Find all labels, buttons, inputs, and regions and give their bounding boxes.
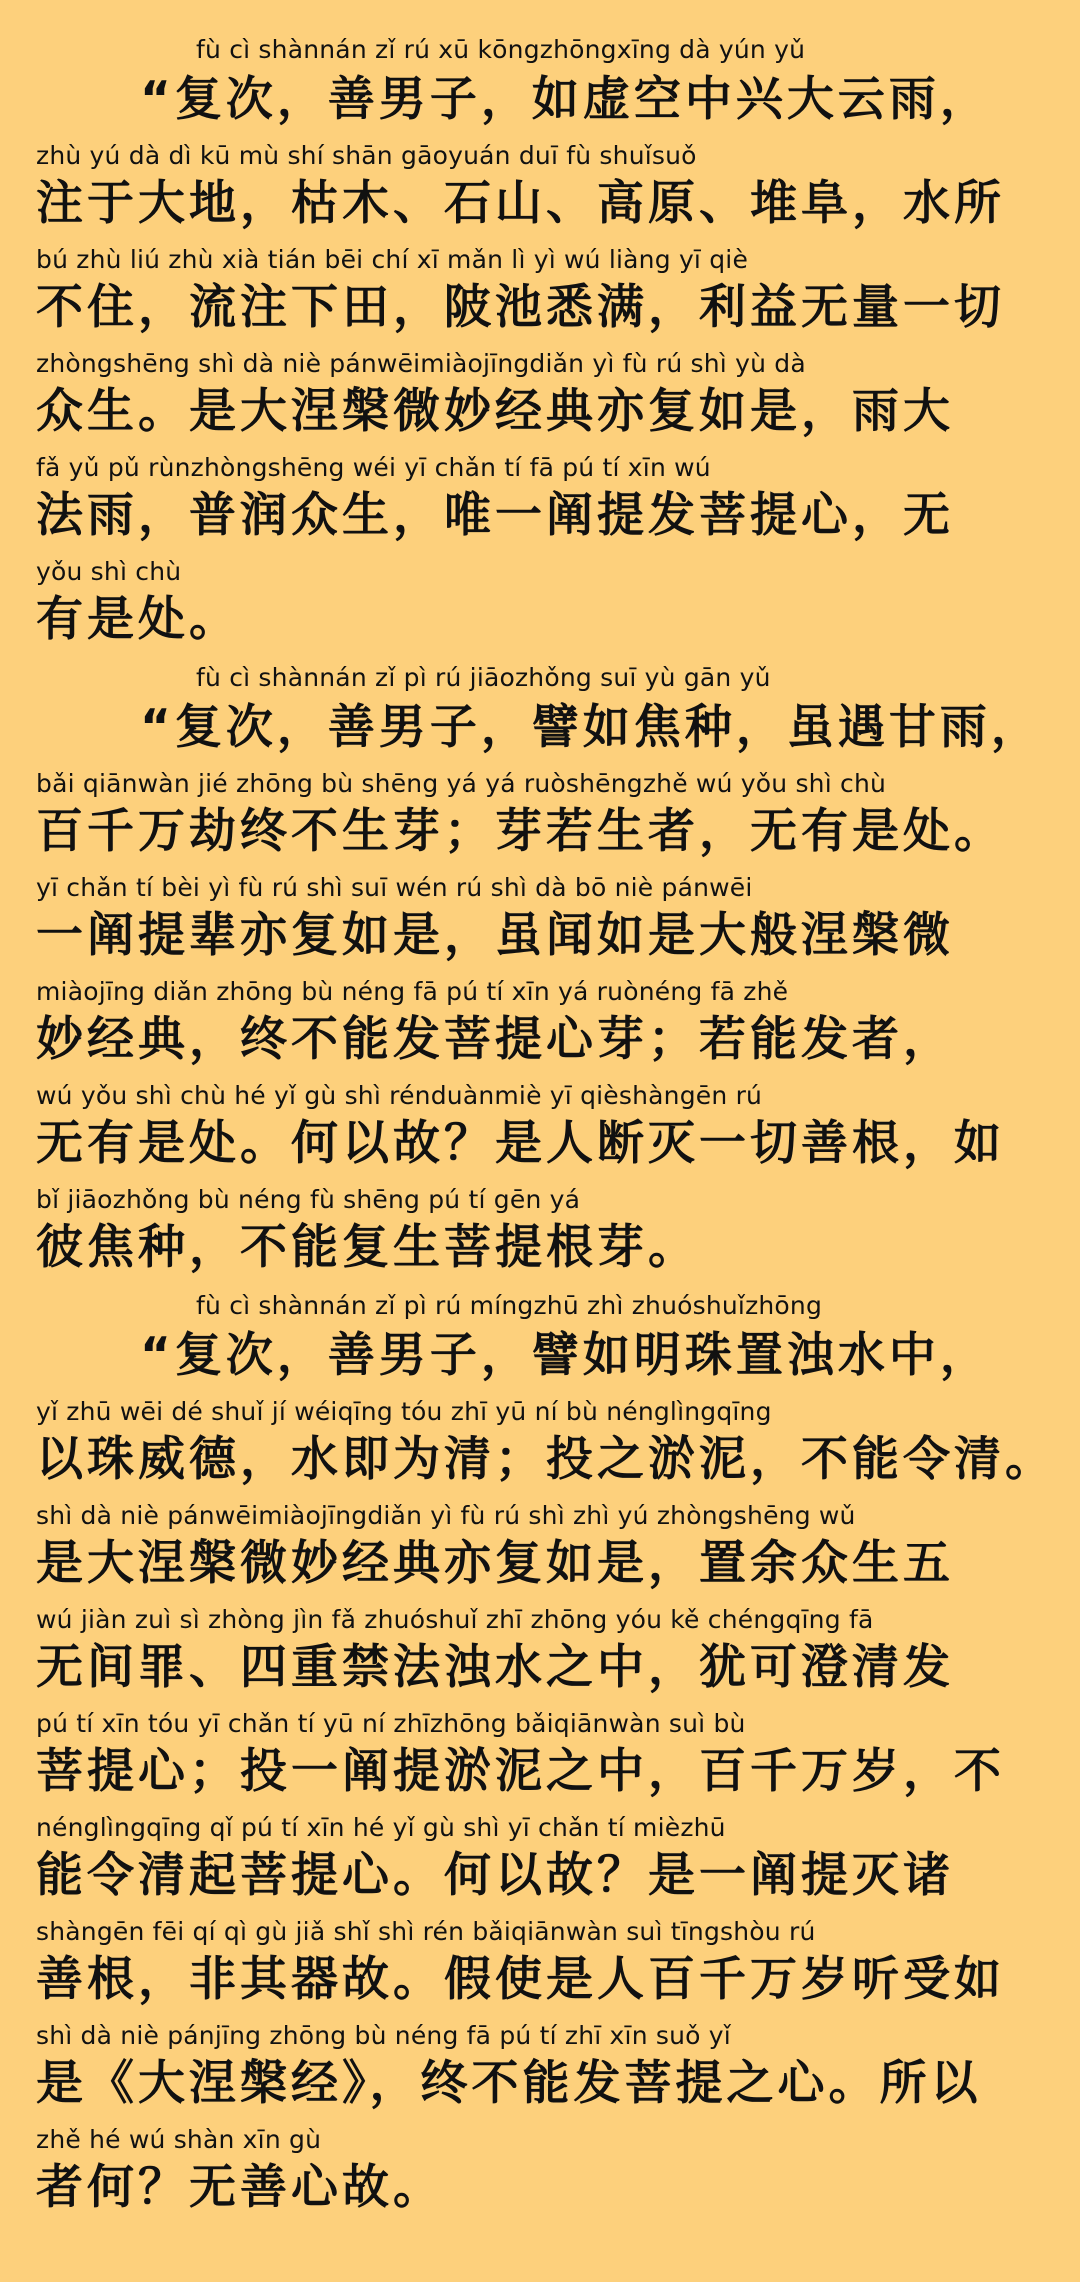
text-line: 菩提心；投一阐提淤泥之中，百千万岁，不 xyxy=(36,1744,1005,1799)
pinyin-line: fù cì shànnán zǐ rú xū kōngzhōngxīng dà yún yǔ xyxy=(196,35,806,64)
text-line: 是《大涅槃经》，终不能发菩提之心。所以 xyxy=(36,2056,982,2111)
text-line: 者何？无善心故。 xyxy=(36,2160,444,2215)
pinyin-line: nénglìngqīng qǐ pú tí xīn hé yǐ gù shì yī chǎn tí mièzhū xyxy=(36,1813,726,1842)
text-line: 善根，非其器故。假使是人百千万岁听受如 xyxy=(36,1952,1005,2007)
pinyin-line: shàngēn fēi qí qì gù jiǎ shǐ shì rén bǎiqiānwàn suì tīngshòu rú xyxy=(36,1917,816,1946)
pinyin-line: yǒu shì chù xyxy=(36,557,182,586)
pinyin-line: fù cì shànnán zǐ pì rú jiāozhǒng suī yù gān yǔ xyxy=(196,663,771,692)
pinyin-line: fù cì shànnán zǐ pì rú míngzhū zhì zhuóshuǐzhōng xyxy=(196,1291,823,1320)
text-line: 无间罪、四重禁法浊水之中，犹可澄清发 xyxy=(36,1640,954,1695)
pinyin-line: miàojīng diǎn zhōng bù néng fā pú tí xīn yá ruònéng fā zhě xyxy=(36,977,789,1006)
pinyin-line: shì dà niè pánwēimiàojīngdiǎn yì fù rú shì zhì yú zhòngshēng wǔ xyxy=(36,1501,856,1530)
text-line: 是大涅槃微妙经典亦复如是，置余众生五 xyxy=(36,1536,954,1591)
text-line: 妙经典，终不能发菩提心芽；若能发者， xyxy=(36,1012,954,1067)
pinyin-line: wú jiàn zuì sì zhòng jìn fǎ zhuóshuǐ zhī zhōng yóu kě chéngqīng fā xyxy=(36,1605,874,1634)
text-line: 注于大地，枯木、石山、高原、堆阜，水所 xyxy=(36,176,1005,231)
pinyin-line: zhòngshēng shì dà niè pánwēimiàojīngdiǎn yì fù rú shì yù dà xyxy=(36,349,806,378)
text-line: 一阐提辈亦复如是，虽闻如是大般涅槃微 xyxy=(36,908,954,963)
pinyin-line: fǎ yǔ pǔ rùnzhòngshēng wéi yī chǎn tí fā pú tí xīn wú xyxy=(36,453,711,482)
text-line: 有是处。 xyxy=(36,592,240,647)
text-line: 不住，流注下田，陂池悉满，利益无量一切 xyxy=(36,280,1005,335)
pinyin-line: pú tí xīn tóu yī chǎn tí yū ní zhīzhōng bǎiqiānwàn suì bù xyxy=(36,1709,746,1738)
text-line: “复次，善男子，如虚空中兴大云雨， xyxy=(140,72,991,127)
pinyin-line: bǎi qiānwàn jié zhōng bù shēng yá yá ruòshēngzhě wú yǒu shì chù xyxy=(36,769,887,798)
pinyin-line: yǐ zhū wēi dé shuǐ jí wéiqīng tóu zhī yū ní bù nénglìngqīng xyxy=(36,1397,772,1426)
text-line: 以珠威德，水即为清；投之淤泥，不能令清。 xyxy=(36,1432,1056,1487)
pinyin-line: shì dà niè pánjīng zhōng bù néng fā pú tí zhī xīn suǒ yǐ xyxy=(36,2021,731,2050)
pinyin-line: bǐ jiāozhǒng bù néng fù shēng pú tí gēn yá xyxy=(36,1185,581,1214)
text-line: 无有是处。何以故？是人断灭一切善根，如 xyxy=(36,1116,1005,1171)
pinyin-line: zhù yú dà dì kū mù shí shān gāoyuán duī fù shuǐsuǒ xyxy=(36,141,697,170)
pinyin-line: bú zhù liú zhù xià tián bēi chí xī mǎn lì yì wú liàng yī qiè xyxy=(36,245,749,274)
pinyin-line: wú yǒu shì chù hé yǐ gù shì rénduànmiè yī qièshàngēn rú xyxy=(36,1081,763,1110)
text-line: “复次，善男子，譬如明珠置浊水中， xyxy=(140,1328,991,1383)
text-line: 彼焦种，不能复生菩提根芽。 xyxy=(36,1220,699,1275)
text-line: 能令清起菩提心。何以故？是一阐提灭诸 xyxy=(36,1848,954,1903)
text-line: 百千万劫终不生芽；芽若生者，无有是处。 xyxy=(36,804,1005,859)
text-line: 法雨，普润众生，唯一阐提发菩提心，无 xyxy=(36,488,954,543)
text-line: “复次，善男子，譬如焦种，虽遇甘雨， xyxy=(140,700,1042,755)
pinyin-line: zhě hé wú shàn xīn gù xyxy=(36,2125,322,2154)
text-line: 众生。是大涅槃微妙经典亦复如是，雨大 xyxy=(36,384,954,439)
pinyin-line: yī chǎn tí bèi yì fù rú shì suī wén rú shì dà bō niè pánwēi xyxy=(36,873,753,902)
